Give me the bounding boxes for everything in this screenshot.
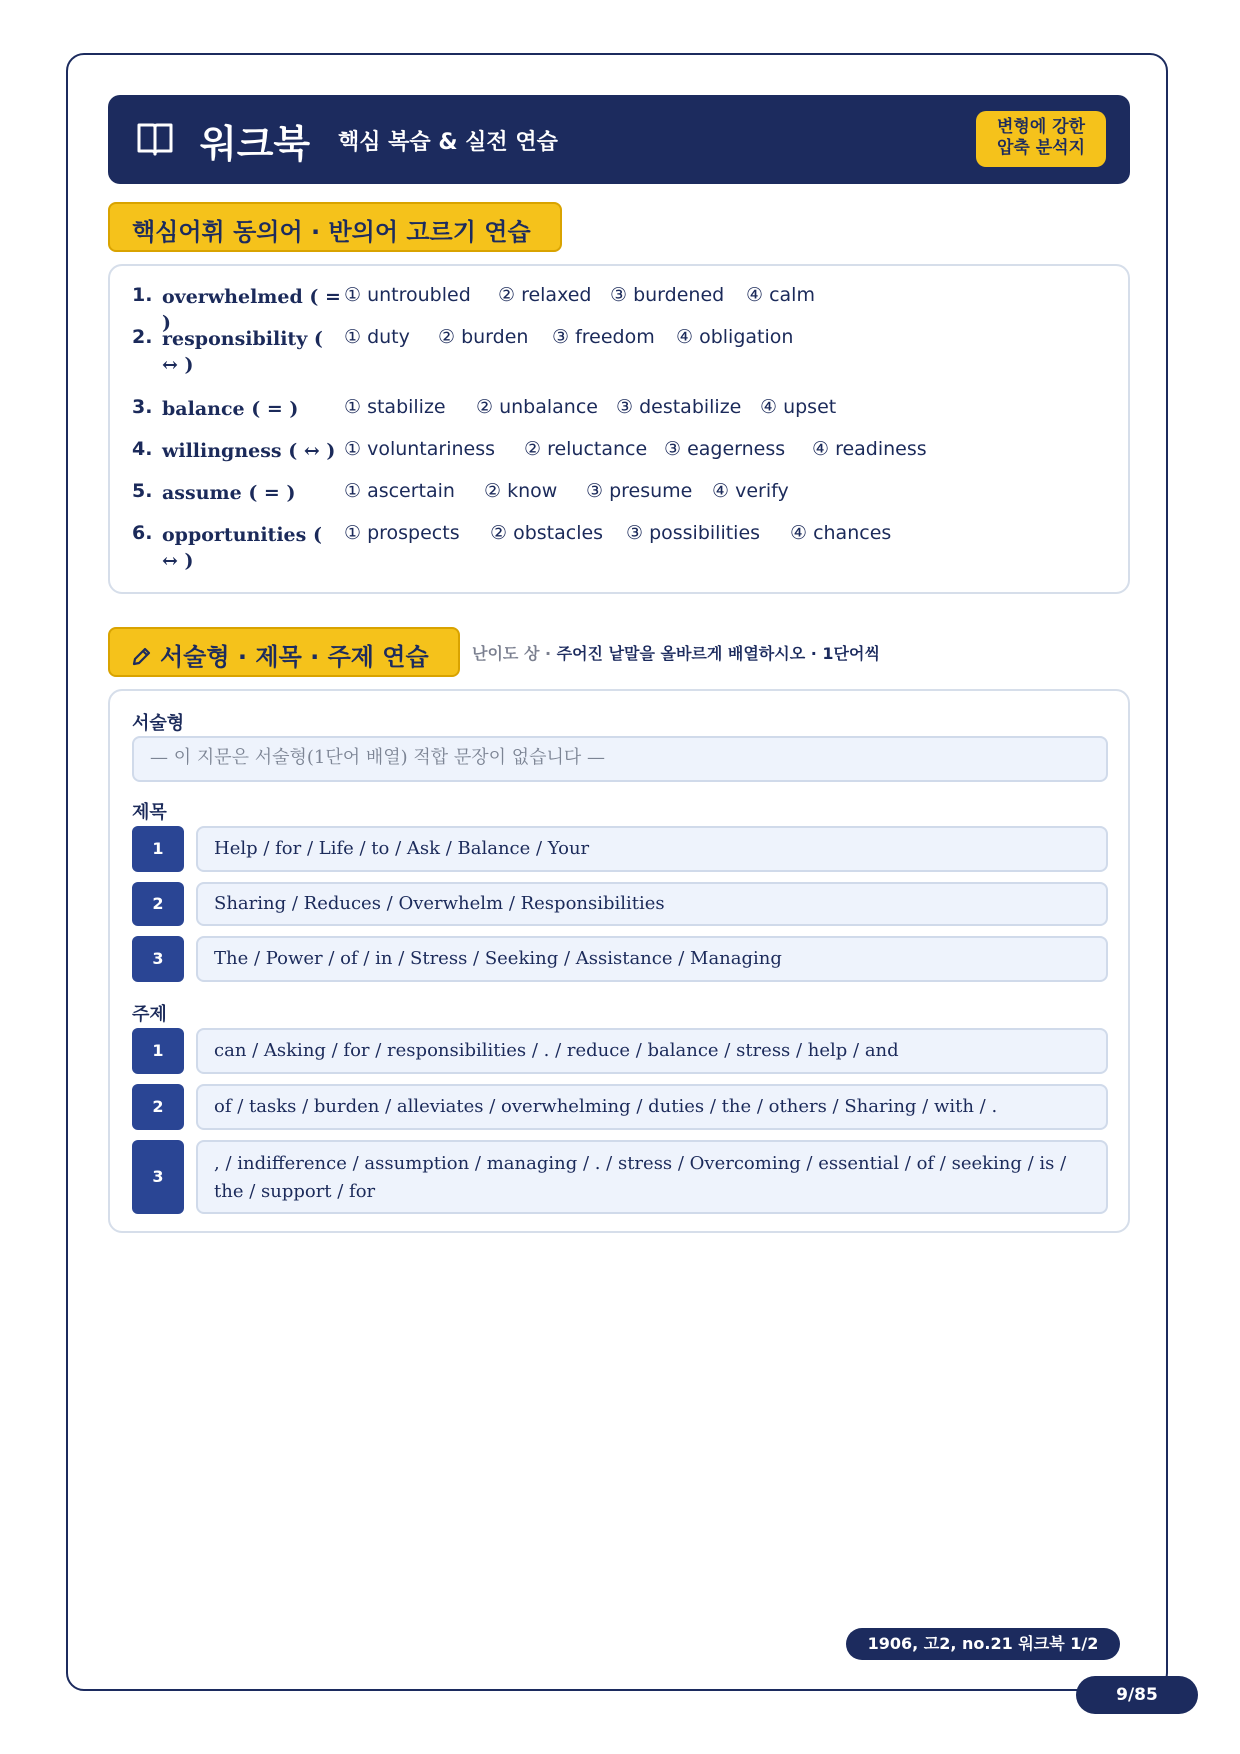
theme-answer-box[interactable]: can / Asking / for / responsibilities / . / reduce / balance / stress / help / and bbox=[196, 1028, 1108, 1074]
vocab-option[interactable]: ④ obligation bbox=[676, 326, 794, 348]
writing-section-label: 서술형 · 제목 · 주제 연습 bbox=[160, 643, 429, 671]
writing-section-title bbox=[108, 627, 460, 677]
vocab-option[interactable]: ④ upset bbox=[760, 396, 837, 418]
vocab-option[interactable]: ② reluctance bbox=[524, 438, 648, 460]
vocab-option[interactable]: ② burden bbox=[438, 326, 529, 348]
vocab-option[interactable]: ④ verify bbox=[712, 480, 789, 502]
difficulty-label: 난이도 상 · bbox=[472, 644, 557, 663]
footer-label: 1906, 고2, no.21 워크북 1/2 bbox=[846, 1628, 1120, 1660]
vocab-option[interactable]: ④ calm bbox=[746, 284, 815, 306]
vocab-item-word: willingness ( ↔ ) bbox=[162, 440, 336, 462]
vocab-option[interactable]: ③ possibilities bbox=[626, 522, 761, 544]
vocab-item-number: 6. bbox=[132, 522, 153, 544]
instruction-text: 주어진 낱말을 올바르게 배열하시오 · 1단어씩 bbox=[556, 644, 880, 663]
writing-panel bbox=[108, 689, 1130, 1233]
vocab-item-number: 3. bbox=[132, 396, 153, 418]
pencil-icon bbox=[130, 646, 152, 668]
vocab-item-number: 1. bbox=[132, 284, 153, 306]
vocab-section-title: 핵심어휘 동의어 · 반의어 고르기 연습 bbox=[108, 202, 562, 252]
vocab-option[interactable]: ② obstacles bbox=[490, 522, 604, 544]
title-number-badge: 1 bbox=[132, 826, 184, 872]
vocab-option[interactable]: ④ readiness bbox=[812, 438, 927, 460]
vocab-option[interactable]: ③ eagerness bbox=[664, 438, 786, 460]
theme-number-badge: 2 bbox=[132, 1084, 184, 1130]
vocab-option[interactable]: ② relaxed bbox=[498, 284, 592, 306]
title-heading: 제목 bbox=[132, 802, 167, 823]
vocab-item-word: balance ( = ) bbox=[162, 398, 299, 420]
theme-number-badge: 3 bbox=[132, 1140, 184, 1214]
vocab-item-number: 2. bbox=[132, 326, 153, 348]
vocab-option[interactable]: ① duty bbox=[344, 326, 410, 348]
vocab-item-word: responsibility ( ↔ ) bbox=[162, 328, 323, 376]
vocab-item-number: 5. bbox=[132, 480, 153, 502]
theme-number-badge: 1 bbox=[132, 1028, 184, 1074]
page-subtitle: 핵심 복습 & 실전 연습 bbox=[338, 130, 558, 155]
vocab-option[interactable]: ① voluntariness bbox=[344, 438, 496, 460]
vocab-option[interactable]: ③ destabilize bbox=[616, 396, 742, 418]
page-title: 워크북 bbox=[200, 122, 311, 166]
page-number: 9/85 bbox=[1076, 1676, 1198, 1714]
vocab-item-word: overwhelmed ( = ) bbox=[162, 286, 341, 334]
vocab-item-word: opportunities ( ↔ ) bbox=[162, 524, 322, 572]
vocab-option[interactable]: ① prospects bbox=[344, 522, 460, 544]
vocab-option[interactable]: ② know bbox=[484, 480, 558, 502]
vocab-item-word: assume ( = ) bbox=[162, 482, 296, 504]
vocab-item-number: 4. bbox=[132, 438, 153, 460]
book-icon bbox=[136, 121, 174, 157]
title-number-badge: 3 bbox=[132, 936, 184, 982]
title-number-badge: 2 bbox=[132, 882, 184, 926]
vocab-option[interactable]: ④ chances bbox=[790, 522, 892, 544]
header-banner bbox=[108, 95, 1130, 184]
header-tag bbox=[976, 111, 1106, 167]
descriptive-empty-box: — 이 지문은 서술형(1단어 배열) 적합 문장이 없습니다 — bbox=[132, 736, 1108, 782]
theme-answer-box[interactable]: , / indifference / assumption / managing / . / stress / Overcoming / essential / of / seeking / is / the / support / for bbox=[196, 1140, 1108, 1214]
writing-instruction bbox=[472, 641, 880, 664]
vocab-option[interactable]: ② unbalance bbox=[476, 396, 598, 418]
vocab-option[interactable]: ① untroubled bbox=[344, 284, 471, 306]
title-answer-box[interactable]: Sharing / Reduces / Overwhelm / Responsibilities bbox=[196, 882, 1108, 926]
vocab-option[interactable]: ③ presume bbox=[586, 480, 693, 502]
vocab-option[interactable]: ③ freedom bbox=[552, 326, 655, 348]
descriptive-heading: 서술형 bbox=[132, 713, 185, 734]
vocab-option[interactable]: ① stabilize bbox=[344, 396, 446, 418]
vocab-panel bbox=[108, 264, 1130, 594]
header-tag-line1: 변형에 강한 bbox=[996, 117, 1086, 137]
theme-answer-box[interactable]: of / tasks / burden / alleviates / overwhelming / duties / the / others / Sharing / with / . bbox=[196, 1084, 1108, 1130]
title-answer-box[interactable]: The / Power / of / in / Stress / Seeking / Assistance / Managing bbox=[196, 936, 1108, 982]
vocab-option[interactable]: ① ascertain bbox=[344, 480, 455, 502]
vocab-option[interactable]: ③ burdened bbox=[610, 284, 725, 306]
theme-heading: 주제 bbox=[132, 1004, 167, 1025]
header-tag-line2: 압축 분석지 bbox=[996, 138, 1086, 158]
title-answer-box[interactable]: Help / for / Life / to / Ask / Balance / Your bbox=[196, 826, 1108, 872]
